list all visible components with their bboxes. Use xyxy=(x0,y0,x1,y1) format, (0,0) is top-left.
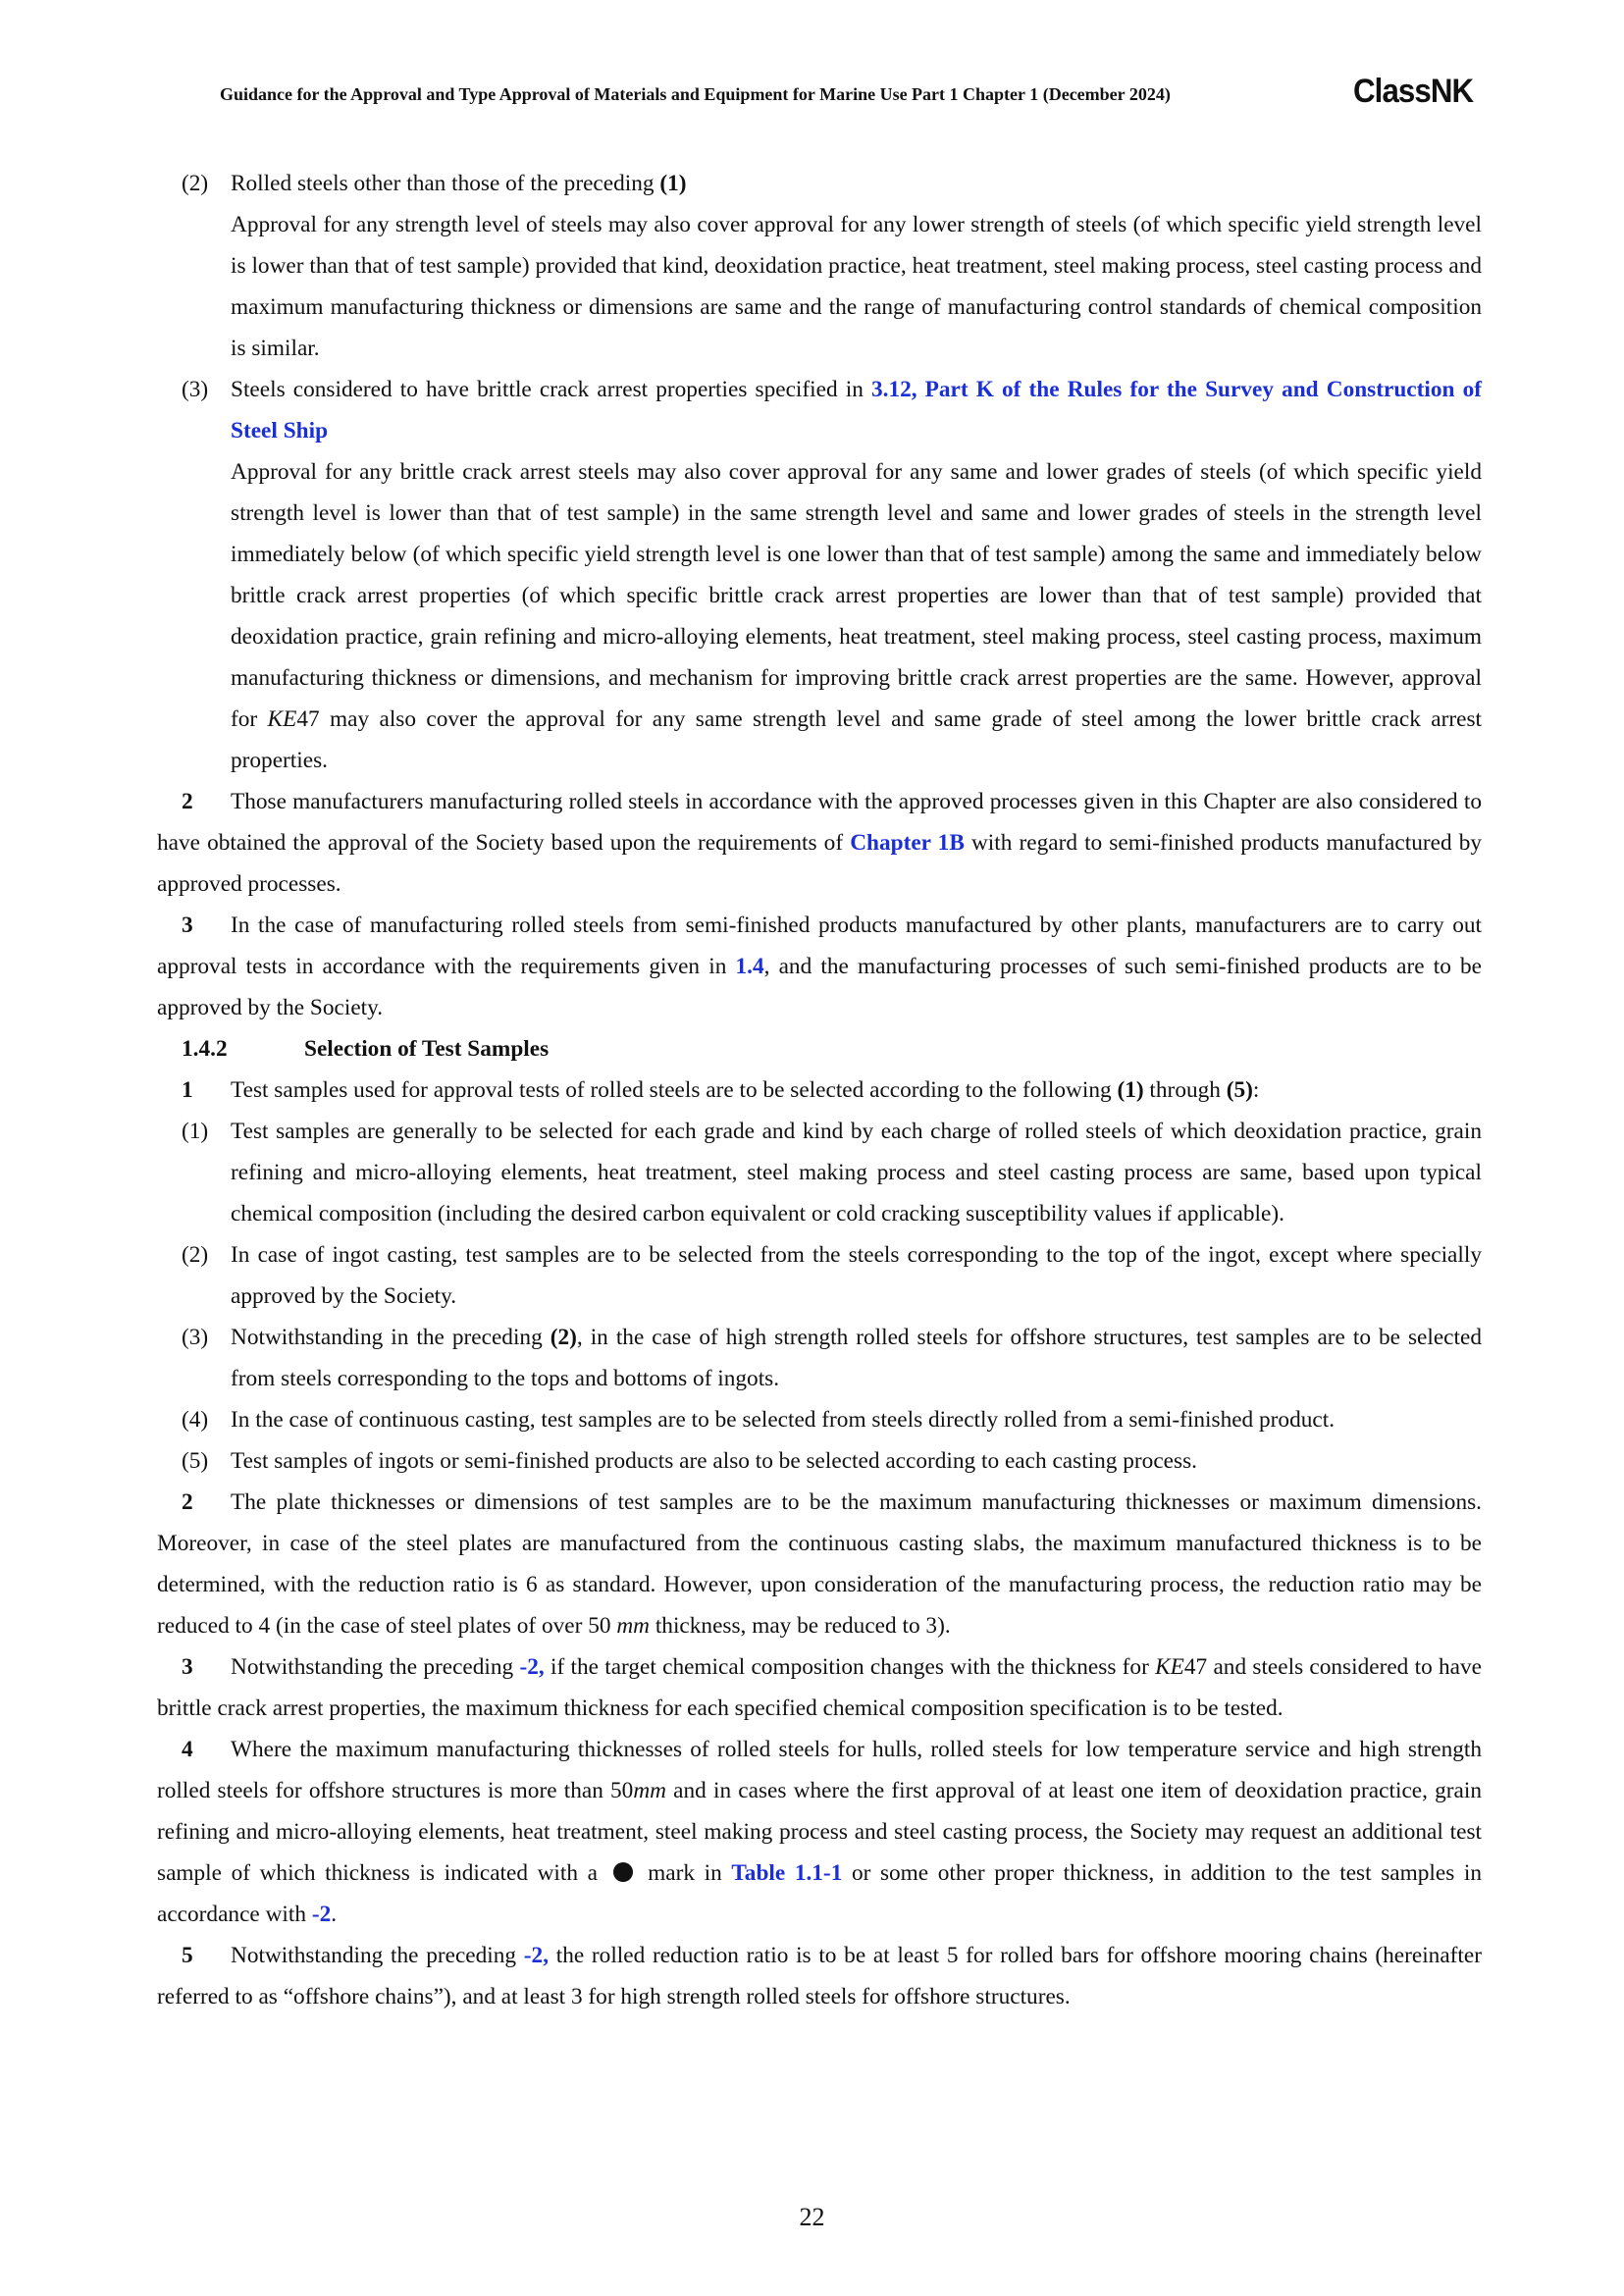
list-item-3-body: Approval for any brittle crack arrest steels may also cover approval for any same and lower grades of steels (of which specific yield strength level is lower than that of test sample) in the same strength level and same and lower grades of steels in the strength level immediately below (of which specific yield strength level is one lower than that of test sample) among the same and immediately below brittle crack arrest properties (of which specific brittle crack arrest properties are lower than that of test sample) provided that deoxidation practice, grain refining and micro-alloying elements, heat treatment, steel making process, steel casting process, maximum manufacturing thickness or dimensions, and mechanism for improving brittle crack arrest properties are the same. However, approval for KE47 may also cover the approval for any same strength level and same grade of steel among the lower brittle crack arrest properties. xyxy=(231,459,1482,773)
section-paragraph-5: 5 Notwithstanding the preceding -2, the rolled reduction ratio is to be at least 5 for rolled bars for offshore mooring chains (hereinafter referred to as “offshore chains”), and at least 3 for high strength rolled steels for offshore structures. xyxy=(157,1935,1482,2017)
list-item-2-body: Approval for any strength level of steels may also cover approval for any lower strength of steels (of which specific yield strength level is lower than that of test sample) provided that kind, deoxidation practice, heat treatment, steel making process, steel casting process and maximum manufacturing thickness or dimensions are same and the range of manufacturing control standards of chemical composition is similar. xyxy=(231,212,1482,361)
section-paragraph-4: 4 Where the maximum manufacturing thicknesses of rolled steels for hulls, rolled steels for low temperature service and high strength rolled steels for offshore structures is more than 50mm and in cases where the first approval of at least one item of deoxidation practice, grain refining and micro-alloying elements, heat treatment, steel making process and steel casting process, the Society may request an additional test sample of which thickness is indicated with a mark in Table 1.1-1 or some other proper thickness, in addition to the test samples in accordance with -2. xyxy=(157,1729,1482,1935)
paragraph-number: 2 xyxy=(182,1489,193,1515)
list-item-3: (3) Steels considered to have brittle crack arrest properties specified in 3.12, Part K of the Rules for the Survey and Construction of Steel Ship xyxy=(157,369,1482,451)
section-title: Selection of Test Samples xyxy=(304,1036,550,1062)
ref-2-link[interactable]: -2 xyxy=(311,1902,332,1927)
paragraph-3: 3 In the case of manufacturing rolled steels from semi-finished products manufactured by other plants, manufacturers are to carry out approval tests in accordance with the requirements given in 1.4, and the manufacturing processes of such semi-finished products are to be approved by the Society. xyxy=(157,905,1482,1028)
rules-link[interactable]: 3.12, Part K of the Rules for the Survey and Construction of Steel Ship xyxy=(231,377,1482,444)
classnk-logo: ClassNK xyxy=(1353,73,1474,110)
list-item-2: (2) Rolled steels other than those of the preceding (1) xyxy=(157,163,1482,204)
page-number: 22 xyxy=(799,2203,825,2231)
paragraph-number: 4 xyxy=(182,1737,193,1762)
filled-circle-icon xyxy=(613,1862,633,1882)
paragraph-2: 2 Those manufacturers manufacturing rolled steels in accordance with the approved processes given in this Chapter are also considered to have obtained the approval of the Society based upon the requirements of Chapter 1B with regard to semi-finished products manufactured by approved processes. xyxy=(157,781,1482,905)
list-item: (2) In case of ingot casting, test samples are to be selected from the steels corresponding to the top of the ingot, except where specially approved by the Society. xyxy=(182,1242,1482,1309)
ref-2-link[interactable]: -2, xyxy=(519,1654,545,1680)
paragraph-number: 1 xyxy=(182,1077,193,1103)
document-body xyxy=(157,163,1482,2017)
list-item: (5) Test samples of ingots or semi-finished products are also to be selected according to each casting process. xyxy=(182,1448,1197,1474)
page-header xyxy=(220,73,1486,112)
ref-2-link[interactable]: -2, xyxy=(523,1943,550,1968)
section-heading xyxy=(157,1028,1482,1070)
section-paragraph-3: 3 Notwithstanding the preceding -2, if the target chemical composition changes with the thickness for KE47 and steels considered to have brittle crack arrest properties, the maximum thickness for each specified chemical composition specification is to be tested. xyxy=(157,1646,1482,1729)
table-1-1-1-link[interactable]: Table 1.1-1 xyxy=(731,1860,843,1886)
section-paragraph-1: 1 Test samples used for approval tests of rolled steels are to be selected according to the following (1) through (5): xyxy=(157,1070,1482,1111)
list-item: (3) Notwithstanding in the preceding (2), in the case of high strength rolled steels for offshore structures, test samples are to be selected from steels corresponding to the tops and bottoms of ingots. xyxy=(182,1325,1482,1391)
header-title: Guidance for the Approval and Type Approval of Materials and Equipment for Marine Use Part 1 Chapter 1 (December 2024) xyxy=(220,84,1171,104)
section-paragraph-2: 2 The plate thicknesses or dimensions of test samples are to be the maximum manufacturing thicknesses or maximum dimensions. Moreover, in case of the steel plates are manufactured from the continuous casting slabs, the maximum manufactured thickness is to be determined, with the reduction ratio is 6 as standard. However, upon consideration of the manufacturing process, the reduction ratio may be reduced to 4 (in the case of steel plates of over 50 mm thickness, may be reduced to 3). xyxy=(157,1482,1482,1646)
paragraph-number: 3 xyxy=(182,913,193,938)
paragraph-number: 5 xyxy=(182,1943,193,1968)
list-item: (4) In the case of continuous casting, test samples are to be selected from steels directly rolled from a semi-finished product. xyxy=(182,1407,1336,1433)
list-number: (2) xyxy=(182,171,209,196)
section-1-4-link[interactable]: 1.4 xyxy=(735,954,764,979)
chapter-1b-link[interactable]: Chapter 1B xyxy=(850,830,965,856)
paragraph-number: 2 xyxy=(182,789,193,814)
list-number: (3) xyxy=(182,377,209,402)
paragraph-number: 3 xyxy=(182,1654,193,1680)
section-number: 1.4.2 xyxy=(182,1036,228,1062)
list-item: (1) Test samples are generally to be selected for each grade and kind by each charge of rolled steels of which deoxidation practice, grain refining and micro-alloying elements, heat treatment, steel making process and steel casting process are same, based upon typical chemical composition (including the desired carbon equivalent or cold cracking susceptibility values if applicable). xyxy=(182,1119,1482,1226)
